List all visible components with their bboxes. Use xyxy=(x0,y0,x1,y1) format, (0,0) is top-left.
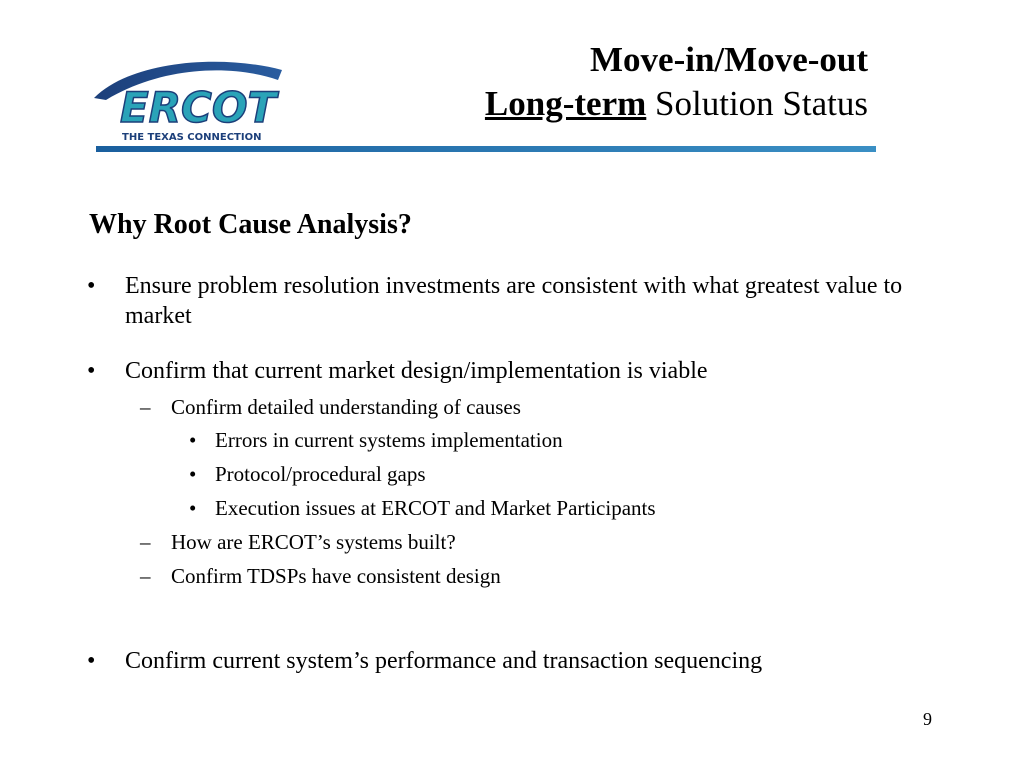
sub-bullet-text: How are ERCOT’s systems built? xyxy=(171,530,456,554)
sub-sub-bullet-text: Protocol/procedural gaps xyxy=(215,462,426,486)
title-rest: Solution Status xyxy=(646,84,868,123)
bullet-marker: • xyxy=(189,496,197,520)
sub-sub-bullet-text: Errors in current systems implementation xyxy=(215,428,563,452)
logo-wordmark: ERCOT xyxy=(120,83,277,132)
bullet-marker: • xyxy=(87,273,96,299)
sub-bullet-text: Confirm detailed understanding of causes xyxy=(171,395,521,419)
sub-bullet-item xyxy=(140,394,521,420)
ercot-logo xyxy=(92,54,288,146)
section-heading: Why Root Cause Analysis? xyxy=(89,209,412,240)
bullet-marker: • xyxy=(87,648,96,674)
bullet-text: Confirm current system’s performance and transaction sequencing xyxy=(125,648,763,674)
bullet-text: Ensure problem resolution investments are consistent with what greatest value to market xyxy=(125,273,903,329)
sub-bullet-item xyxy=(140,529,456,555)
sub-bullet-text: Confirm TDSPs have consistent design xyxy=(171,564,501,588)
page-number: 9 xyxy=(923,709,932,729)
bullet-item xyxy=(87,356,967,386)
title-line-2 xyxy=(485,82,868,126)
dash-marker: – xyxy=(140,530,151,554)
slide-title xyxy=(485,38,868,126)
sub-bullet-item xyxy=(140,563,501,589)
bullet-item xyxy=(87,271,967,331)
sub-sub-bullet-item xyxy=(189,495,656,521)
bullet-marker: • xyxy=(189,462,197,486)
bullet-marker: • xyxy=(87,358,96,384)
sub-sub-bullet-item xyxy=(189,427,563,453)
title-line-1: Move-in/Move-out xyxy=(590,40,868,79)
dash-marker: – xyxy=(140,564,151,588)
bullet-text: Confirm that current market design/implementation is viable xyxy=(125,358,708,384)
title-emphasis: Long-term xyxy=(484,84,647,123)
bullet-item xyxy=(87,646,967,676)
dash-marker: – xyxy=(140,395,151,419)
sub-sub-bullet-item xyxy=(189,461,426,487)
bullet-marker: • xyxy=(189,428,197,452)
title-divider xyxy=(96,146,876,152)
logo-tagline: THE TEXAS CONNECTION xyxy=(122,132,262,143)
sub-sub-bullet-text: Execution issues at ERCOT and Market Participants xyxy=(215,496,656,520)
